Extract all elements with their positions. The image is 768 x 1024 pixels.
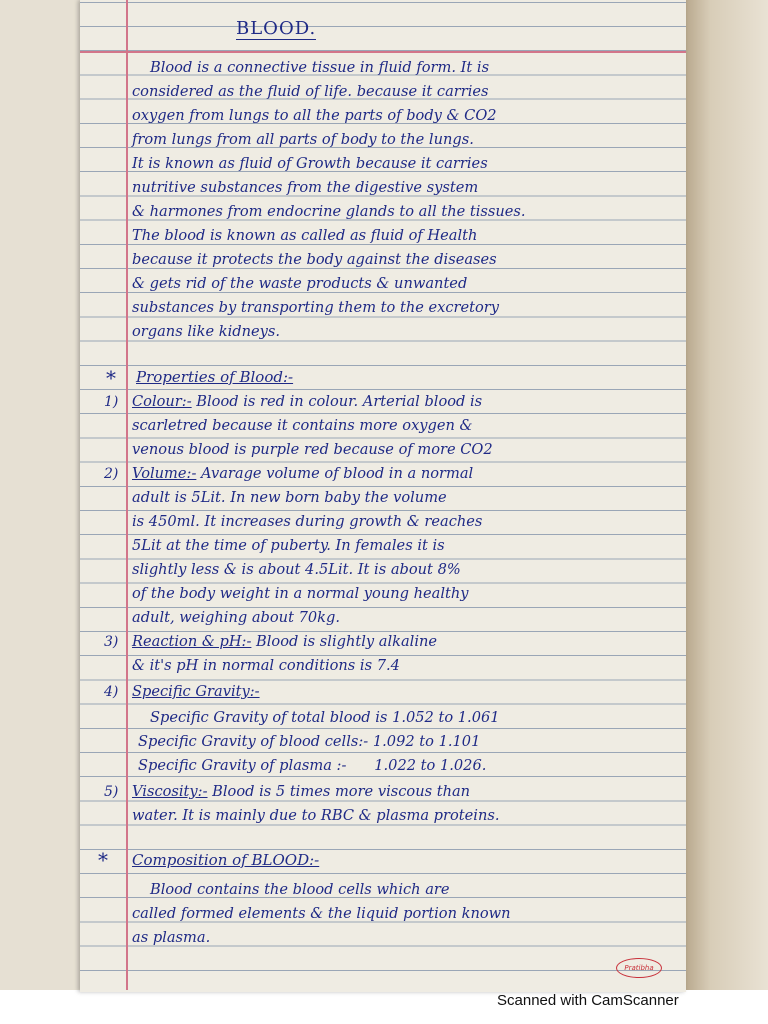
text-line: from lungs from all parts of body to the lungs.: [132, 131, 474, 148]
text-line: & it's pH in normal conditions is 7.4: [132, 657, 400, 674]
text-line: scarletred because it contains more oxygen &: [132, 417, 473, 434]
property-label: Specific Gravity:-: [132, 683, 260, 700]
bullet-star: *: [98, 848, 108, 872]
text-line: [132, 392, 482, 412]
text-line: [132, 632, 437, 652]
text-line: It is known as fluid of Growth because it carries: [132, 155, 488, 172]
text-line: organs like kidneys.: [132, 323, 281, 340]
text-line: adult is 5Lit. In new born baby the volume: [132, 489, 447, 506]
text-line: The blood is known as called as fluid of Health: [132, 227, 478, 244]
text-line: substances by transporting them to the excretory: [132, 299, 500, 316]
margin-line: [126, 0, 128, 990]
page-edge: [686, 0, 768, 990]
property-text: Avarage volume of blood in a normal: [196, 465, 474, 482]
text-line: & harmones from endocrine glands to all the tissues.: [132, 203, 526, 220]
property-text: Blood is red in colour. Arterial blood is: [191, 393, 483, 410]
item-number: 2): [104, 466, 119, 482]
text-line: adult, weighing about 70kg.: [132, 609, 340, 626]
text-line: called formed elements & the liquid portion known: [132, 905, 511, 922]
text-line: Specific Gravity of total blood is 1.052 to 1.061: [150, 709, 500, 726]
text-line: considered as the fluid of life. because it carries: [132, 83, 489, 100]
top-margin-line: [80, 51, 686, 53]
page-title: BLOOD.: [236, 18, 317, 39]
scanner-watermark: Scanned with CamScanner: [497, 992, 679, 1009]
text-line: as plasma.: [132, 929, 211, 946]
brand-stamp: [616, 958, 662, 978]
text-line: water. It is mainly due to RBC & plasma proteins.: [132, 807, 500, 824]
text-line: nutritive substances from the digestive system: [132, 179, 479, 196]
text-line: [132, 464, 473, 484]
text-line: & gets rid of the waste products & unwanted: [132, 275, 468, 292]
property-label: Colour:-: [132, 393, 192, 410]
text-line: Blood is a connective tissue in fluid form. It is: [150, 59, 490, 76]
property-text: Blood is 5 times more viscous than: [207, 783, 471, 800]
text-line: slightly less & is about 4.5Lit. It is about 8%: [132, 561, 461, 578]
text-line: Specific Gravity of plasma :- 1.022 to 1.026.: [138, 757, 487, 774]
text-line: Specific Gravity of blood cells:- 1.092 to 1.101: [138, 733, 481, 750]
property-label: Reaction & pH:-: [132, 633, 252, 650]
item-number: 4): [104, 684, 119, 700]
item-number: 1): [104, 394, 119, 410]
bullet-star: *: [106, 366, 116, 390]
text-line: because it protects the body against the diseases: [132, 251, 497, 268]
text-line: 5Lit at the time of puberty. In females it is: [132, 537, 445, 554]
text-line: is 450ml. It increases during growth & reaches: [132, 513, 483, 530]
property-label: Viscosity:-: [132, 783, 208, 800]
text-line: Blood contains the blood cells which are: [150, 881, 450, 898]
item-number: 5): [104, 784, 119, 800]
brand-stamp-text: Pratibha: [624, 964, 654, 972]
section-heading: Composition of BLOOD:-: [132, 851, 320, 869]
property-text: Blood is slightly alkaline: [251, 633, 438, 650]
text-line: venous blood is purple red because of more CO2: [132, 441, 493, 458]
text-line: oxygen from lungs to all the parts of body & CO2: [132, 107, 497, 124]
item-number: 3): [104, 634, 119, 650]
text-line: [132, 782, 470, 802]
section-heading: Properties of Blood:-: [136, 368, 294, 386]
text-line: of the body weight in a normal young healthy: [132, 585, 469, 602]
text-line: [132, 682, 260, 702]
property-label: Volume:-: [132, 465, 197, 482]
